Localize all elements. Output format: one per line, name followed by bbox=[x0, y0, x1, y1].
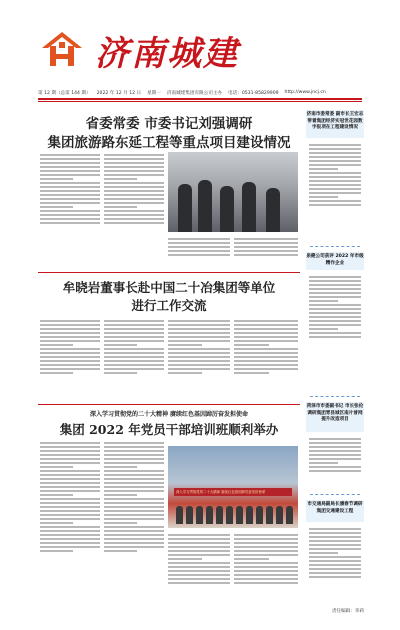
article2-headline-line2: 进行工作交流 bbox=[131, 298, 207, 313]
body-text-line bbox=[104, 470, 164, 472]
body-text-line bbox=[40, 462, 100, 464]
body-text-line bbox=[104, 534, 164, 536]
body-text-line bbox=[309, 540, 361, 542]
body-text-line bbox=[104, 442, 164, 444]
body-text-line bbox=[40, 324, 100, 326]
article2-body-col4 bbox=[234, 318, 298, 402]
body-text-line bbox=[40, 494, 73, 496]
body-text-line bbox=[40, 320, 100, 322]
body-text-line bbox=[40, 352, 100, 354]
body-text-line bbox=[104, 518, 164, 520]
masthead-title: 济南城建 bbox=[95, 34, 239, 74]
article3-headline: 集团 2022 年党员干部培训班顺利举办 bbox=[59, 422, 279, 437]
body-text-line bbox=[168, 566, 230, 568]
body-text-line bbox=[104, 210, 164, 212]
article2-body-col1 bbox=[40, 318, 100, 402]
body-text-line bbox=[104, 526, 164, 528]
body-text-line bbox=[309, 308, 361, 310]
body-text-line bbox=[40, 502, 100, 504]
body-text-line bbox=[168, 320, 230, 322]
body-text-line bbox=[309, 300, 338, 302]
editor-credit: 责任编辑：李莉 bbox=[331, 609, 364, 614]
body-text-line bbox=[168, 534, 230, 536]
body-text-line bbox=[40, 174, 100, 176]
body-text-line bbox=[234, 570, 298, 572]
body-text-line bbox=[234, 320, 298, 322]
sidebar-item-4-body bbox=[309, 526, 361, 604]
article3-body-col3 bbox=[168, 532, 230, 612]
body-text-line bbox=[309, 466, 361, 468]
body-text-line bbox=[104, 486, 164, 488]
body-text-line bbox=[104, 474, 164, 476]
body-text-line bbox=[168, 574, 230, 576]
sidebar-item-2-body bbox=[309, 274, 361, 374]
body-text-line bbox=[168, 562, 230, 564]
body-text-line bbox=[309, 552, 338, 554]
article2-body-col2 bbox=[104, 318, 164, 402]
body-text-line bbox=[40, 210, 100, 212]
section-divider-2 bbox=[38, 404, 300, 405]
body-text-line bbox=[309, 204, 361, 206]
body-text-line bbox=[168, 336, 230, 338]
sidebar-item-3-title: 菏泽市市委副书记 市长张伦调研集团青县城区南片普网提升改造项目 bbox=[306, 404, 364, 422]
body-text-line bbox=[40, 182, 100, 184]
masthead-rule bbox=[38, 98, 362, 100]
body-text-line bbox=[104, 530, 164, 532]
body-text-line bbox=[234, 546, 298, 548]
body-text-line bbox=[309, 180, 361, 182]
body-text-line bbox=[40, 214, 100, 216]
body-text-line bbox=[40, 360, 100, 362]
body-text-line bbox=[168, 246, 230, 248]
body-text-line bbox=[40, 194, 100, 196]
body-text-line bbox=[168, 250, 230, 252]
body-text-line bbox=[309, 276, 361, 278]
body-text-line bbox=[309, 280, 361, 282]
body-text-line bbox=[104, 482, 164, 484]
body-text-line bbox=[104, 194, 164, 196]
body-text-line bbox=[234, 574, 298, 576]
issue-publisher: 济南城建集团有限公司主办 bbox=[166, 91, 223, 96]
body-text-line bbox=[309, 328, 338, 330]
body-text-line bbox=[40, 470, 100, 472]
body-text-line bbox=[40, 482, 100, 484]
body-text-line bbox=[234, 332, 298, 334]
body-text-line bbox=[309, 156, 361, 158]
lead-body-col3 bbox=[168, 236, 230, 266]
sidebar-item-1-body bbox=[309, 142, 361, 242]
body-text-line bbox=[168, 348, 230, 350]
body-text-line bbox=[40, 364, 100, 366]
body-text-line bbox=[309, 172, 361, 174]
body-text-line bbox=[309, 148, 361, 150]
body-text-line bbox=[309, 168, 338, 170]
body-text-line bbox=[309, 316, 361, 318]
body-text-line bbox=[309, 200, 361, 202]
body-text-line bbox=[234, 542, 298, 544]
body-text-line bbox=[40, 340, 100, 342]
sidebar bbox=[306, 104, 364, 624]
body-text-line bbox=[309, 556, 361, 558]
body-text-line bbox=[104, 162, 164, 164]
body-text-line bbox=[40, 530, 100, 532]
body-text-line bbox=[309, 160, 361, 162]
body-text-line bbox=[104, 490, 164, 492]
issue-weekday: 星期一 bbox=[147, 91, 161, 96]
body-text-line bbox=[104, 218, 164, 220]
body-text-line bbox=[40, 546, 100, 548]
article3-kicker: 深入学习贯彻党的二十大精神 赓续红色基因踔厉奋发担使命 bbox=[89, 411, 249, 418]
body-text-line bbox=[309, 560, 361, 562]
body-text-line bbox=[168, 538, 230, 540]
body-text-line bbox=[40, 186, 100, 188]
body-text-line bbox=[104, 186, 164, 188]
body-text-line bbox=[40, 368, 100, 370]
body-text-line bbox=[168, 372, 202, 374]
body-text-line bbox=[234, 566, 298, 568]
body-text-line bbox=[168, 582, 230, 584]
body-text-line bbox=[168, 570, 230, 572]
lead-body-col2 bbox=[104, 152, 164, 262]
body-text-line bbox=[40, 202, 100, 204]
body-text-line bbox=[309, 442, 361, 444]
body-text-line bbox=[104, 324, 164, 326]
body-text-line bbox=[104, 154, 164, 156]
lead-photo bbox=[168, 152, 298, 232]
body-text-line bbox=[309, 324, 361, 326]
body-text-line bbox=[168, 554, 230, 556]
body-text-line bbox=[104, 372, 137, 374]
body-text-line bbox=[234, 238, 298, 240]
body-text-line bbox=[104, 502, 164, 504]
body-text-line bbox=[40, 526, 100, 528]
body-text-line bbox=[234, 558, 269, 560]
sidebar-item-1-title: 济南市委常委 副市长王宏志带着集团经济实冠世花园数字报项在工程建设情况 bbox=[306, 112, 364, 130]
body-text-line bbox=[234, 254, 298, 256]
body-text-line bbox=[168, 242, 230, 244]
article3-body-col4 bbox=[234, 532, 298, 612]
body-text-line bbox=[234, 324, 298, 326]
body-text-line bbox=[40, 162, 100, 164]
body-text-line bbox=[234, 360, 298, 362]
body-text-line bbox=[234, 246, 298, 248]
article2-body-col3 bbox=[168, 318, 230, 402]
body-text-line bbox=[309, 564, 361, 566]
body-text-line bbox=[168, 328, 230, 330]
body-text-line bbox=[309, 176, 361, 178]
lead-headline-line2: 集团旅游路东延工程等重点项目建设情况 bbox=[47, 135, 291, 151]
body-text-line bbox=[234, 344, 269, 346]
body-text-line bbox=[309, 454, 361, 456]
body-text-line bbox=[168, 340, 230, 342]
body-text-line bbox=[234, 348, 298, 350]
body-text-line bbox=[309, 292, 361, 294]
issue-phone: 电话：0531-85829909 bbox=[228, 91, 279, 96]
body-text-line bbox=[309, 304, 361, 306]
body-text-line bbox=[40, 372, 73, 374]
lead-body-col1 bbox=[40, 152, 100, 262]
section-divider-1 bbox=[38, 272, 300, 273]
body-text-line bbox=[309, 528, 361, 530]
body-text-line bbox=[40, 474, 100, 476]
body-text-line bbox=[104, 450, 164, 452]
article2-headline-line1: 牟晓岩董事长赴中国二十冶集团等单位 bbox=[62, 280, 276, 295]
body-text-line bbox=[104, 478, 164, 480]
body-text-line bbox=[309, 568, 361, 570]
body-text-line bbox=[234, 368, 298, 370]
body-text-line bbox=[168, 542, 230, 544]
body-text-line bbox=[234, 550, 298, 552]
body-text-line bbox=[40, 222, 100, 224]
body-text-line bbox=[104, 320, 164, 322]
body-text-line bbox=[104, 166, 164, 168]
body-text-line bbox=[309, 184, 361, 186]
body-text-line bbox=[104, 506, 164, 508]
body-text-line bbox=[168, 356, 230, 358]
body-text-line bbox=[104, 458, 164, 460]
body-text-line bbox=[104, 462, 164, 464]
body-text-line bbox=[309, 284, 361, 286]
body-text-line bbox=[309, 144, 361, 146]
issue-website: http://www.jncj.cn bbox=[284, 90, 326, 95]
body-text-line bbox=[309, 192, 361, 194]
body-text-line bbox=[309, 572, 361, 574]
body-text-line bbox=[104, 178, 137, 180]
body-text-line bbox=[309, 438, 361, 440]
body-text-line bbox=[104, 454, 164, 456]
body-text-line bbox=[40, 332, 100, 334]
body-text-line bbox=[104, 182, 164, 184]
sidebar-item-2-title: 泉健公司获评 2022 年市级精作企业 bbox=[306, 254, 364, 266]
body-text-line bbox=[104, 340, 164, 342]
body-text-line bbox=[104, 352, 164, 354]
body-text-line bbox=[40, 178, 73, 180]
body-text-line bbox=[104, 538, 164, 540]
body-text-line bbox=[309, 312, 361, 314]
body-text-line bbox=[234, 250, 298, 252]
body-text-line bbox=[104, 348, 164, 350]
body-text-line bbox=[168, 558, 202, 560]
body-text-line bbox=[234, 352, 298, 354]
body-text-line bbox=[168, 578, 230, 580]
body-text-line bbox=[309, 188, 361, 190]
body-text-line bbox=[40, 486, 100, 488]
body-text-line bbox=[309, 544, 361, 546]
body-text-line bbox=[309, 152, 361, 154]
body-text-line bbox=[309, 458, 361, 460]
body-text-line bbox=[40, 348, 100, 350]
body-text-line bbox=[104, 344, 137, 346]
body-text-line bbox=[40, 538, 100, 540]
body-text-line bbox=[234, 340, 298, 342]
body-text-line bbox=[234, 328, 298, 330]
body-text-line bbox=[40, 206, 73, 208]
body-text-line bbox=[104, 214, 164, 216]
body-text-line bbox=[40, 166, 100, 168]
body-text-line bbox=[104, 522, 137, 524]
sidebar-item-4-title: 市交通局副局长潘春节调研集团交通建设工程 bbox=[307, 502, 363, 514]
body-text-line bbox=[104, 368, 164, 370]
body-text-line bbox=[234, 578, 298, 580]
body-text-line bbox=[168, 546, 230, 548]
jncj-logo-icon bbox=[40, 30, 84, 70]
body-text-line bbox=[309, 288, 361, 290]
photo-banner-text: 深入学习贯彻党的二十大精神 赓续红色基因踔厉奋发担使命 bbox=[176, 490, 266, 494]
body-text-line bbox=[40, 490, 100, 492]
body-text-line bbox=[40, 550, 73, 552]
body-text-line bbox=[104, 198, 164, 200]
body-text-line bbox=[309, 164, 361, 166]
body-text-line bbox=[104, 202, 164, 204]
body-text-line bbox=[40, 522, 73, 524]
body-text-line bbox=[309, 296, 361, 298]
body-text-line bbox=[40, 446, 100, 448]
body-text-line bbox=[40, 534, 100, 536]
body-text-line bbox=[234, 582, 298, 584]
body-text-line bbox=[40, 454, 100, 456]
lead-headline-line1: 省委常委 市委书记刘强调研 bbox=[85, 116, 253, 132]
body-text-line bbox=[309, 196, 338, 198]
lead-body-col4 bbox=[234, 236, 298, 266]
body-text-line bbox=[168, 324, 230, 326]
body-text-line bbox=[168, 254, 230, 256]
body-text-line bbox=[309, 576, 361, 578]
body-text-line bbox=[40, 478, 100, 480]
body-text-line bbox=[104, 328, 164, 330]
body-text-line bbox=[40, 518, 100, 520]
masthead-rule-thin bbox=[38, 101, 362, 102]
body-text-line bbox=[104, 550, 137, 552]
body-text-line bbox=[168, 550, 230, 552]
body-text-line bbox=[40, 450, 100, 452]
body-text-line bbox=[234, 372, 269, 374]
body-text-line bbox=[40, 458, 100, 460]
body-text-line bbox=[309, 532, 361, 534]
body-text-line bbox=[234, 364, 298, 366]
body-text-line bbox=[309, 536, 361, 538]
body-text-line bbox=[40, 442, 100, 444]
article3-photo bbox=[168, 446, 298, 528]
body-text-line bbox=[104, 466, 137, 468]
body-text-line bbox=[104, 332, 164, 334]
body-text-line bbox=[168, 368, 230, 370]
body-text-line bbox=[104, 542, 164, 544]
issue-info bbox=[38, 90, 366, 96]
body-text-line bbox=[104, 360, 164, 362]
body-text-line bbox=[40, 510, 100, 512]
body-text-line bbox=[40, 158, 100, 160]
body-text-line bbox=[40, 336, 100, 338]
body-text-line bbox=[104, 356, 164, 358]
body-text-line bbox=[168, 238, 230, 240]
body-text-line bbox=[40, 514, 100, 516]
body-text-line bbox=[168, 332, 230, 334]
body-text-line bbox=[168, 344, 202, 346]
body-text-line bbox=[104, 446, 164, 448]
body-text-line bbox=[40, 356, 100, 358]
body-text-line bbox=[234, 554, 298, 556]
body-text-line bbox=[40, 328, 100, 330]
body-text-line bbox=[104, 190, 164, 192]
body-text-line bbox=[40, 198, 100, 200]
body-text-line bbox=[104, 510, 164, 512]
body-text-line bbox=[40, 190, 100, 192]
body-text-line bbox=[104, 336, 164, 338]
body-text-line bbox=[309, 336, 361, 338]
body-text-line bbox=[40, 154, 100, 156]
body-text-line bbox=[309, 320, 361, 322]
body-text-line bbox=[104, 158, 164, 160]
body-text-line bbox=[104, 514, 164, 516]
body-text-line bbox=[104, 222, 164, 224]
body-text-line bbox=[40, 466, 73, 468]
issue-date: 2022 年 12 月 12 日 bbox=[96, 91, 142, 96]
body-text-line bbox=[234, 562, 298, 564]
body-text-line bbox=[40, 218, 100, 220]
body-text-line bbox=[309, 332, 361, 334]
body-text-line bbox=[40, 170, 100, 172]
body-text-line bbox=[40, 498, 100, 500]
body-text-line bbox=[40, 344, 73, 346]
article3-body-col1 bbox=[40, 440, 100, 610]
body-text-line bbox=[104, 206, 137, 208]
sidebar-item-3-body bbox=[309, 436, 361, 490]
body-text-line bbox=[168, 364, 230, 366]
body-text-line bbox=[40, 542, 100, 544]
body-text-line bbox=[104, 170, 164, 172]
body-text-line bbox=[309, 548, 361, 550]
issue-number: 第 12 期（总第 144 期） bbox=[38, 91, 91, 96]
body-text-line bbox=[104, 546, 164, 548]
body-text-line bbox=[309, 462, 338, 464]
body-text-line bbox=[234, 356, 298, 358]
body-text-line bbox=[168, 360, 230, 362]
body-text-line bbox=[309, 470, 361, 472]
body-text-line bbox=[309, 450, 361, 452]
body-text-line bbox=[40, 506, 100, 508]
body-text-line bbox=[234, 336, 298, 338]
body-text-line bbox=[234, 242, 298, 244]
body-text-line bbox=[104, 174, 164, 176]
body-text-line bbox=[104, 498, 164, 500]
body-text-line bbox=[104, 494, 137, 496]
body-text-line bbox=[168, 352, 230, 354]
article3-body-col2 bbox=[104, 440, 164, 610]
body-text-line bbox=[104, 364, 164, 366]
body-text-line bbox=[309, 446, 361, 448]
body-text-line bbox=[234, 538, 298, 540]
body-text-line bbox=[234, 534, 298, 536]
